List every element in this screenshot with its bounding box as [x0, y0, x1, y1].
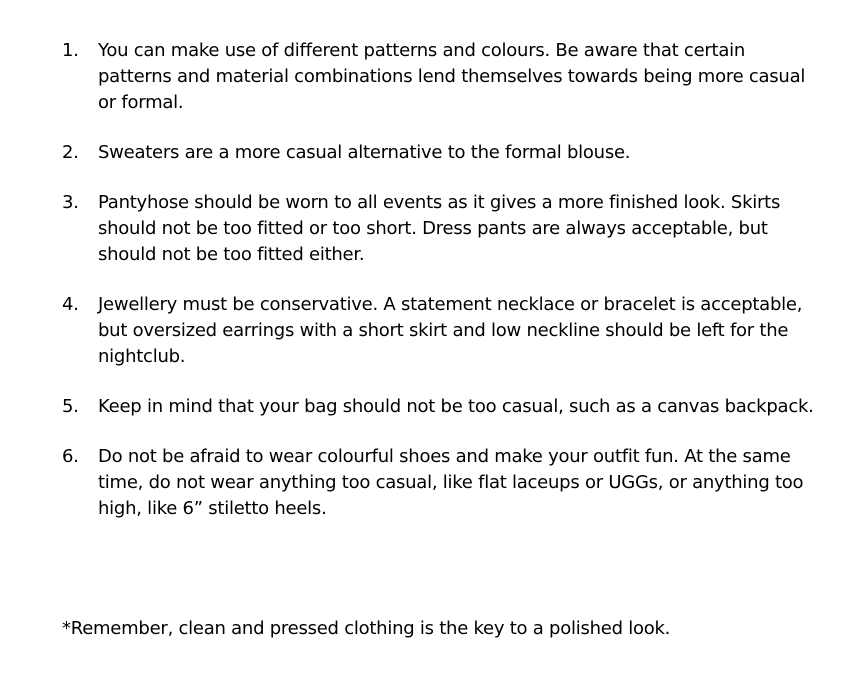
list-item [0, 444, 860, 522]
list-item [0, 140, 860, 166]
list-item-number: 3. [62, 192, 79, 213]
list-item [0, 292, 860, 370]
list-item-number: 1. [62, 40, 79, 61]
list-item-text: Keep in mind that your bag should not be too casual, such as a canvas backpack. [98, 396, 814, 417]
list-item-number: 4. [62, 294, 79, 315]
list-item [0, 394, 860, 420]
list-item-number: 6. [62, 446, 79, 467]
footnote: *Remember, clean and pressed clothing is the key to a polished look. [62, 618, 671, 639]
list-item-number: 5. [62, 396, 79, 417]
list-item [0, 190, 860, 268]
list-item-text: Do not be afraid to wear colourful shoes and make your outfit fun. At the same time, do not wear anything too casual, like flat laceups or UGGs, or anything too high, like 6” stiletto heels. [98, 446, 804, 519]
list-item-text: You can make use of different patterns and colours. Be aware that certain patterns and material combinations lend themselves towards being more casual or formal. [98, 40, 806, 113]
list-item-text: Sweaters are a more casual alternative to the formal blouse. [98, 142, 631, 163]
tips-list [0, 38, 860, 546]
list-item [0, 38, 860, 116]
list-item-number: 2. [62, 142, 79, 163]
list-item-text: Jewellery must be conservative. A statement necklace or bracelet is acceptable, but oversized earrings with a short skirt and low neckline should be left for the nightclub. [98, 294, 803, 367]
list-item-text: Pantyhose should be worn to all events as it gives a more finished look. Skirts should not be too fitted or too short. Dress pants are always acceptable, but should not be too fitted either. [98, 192, 781, 265]
